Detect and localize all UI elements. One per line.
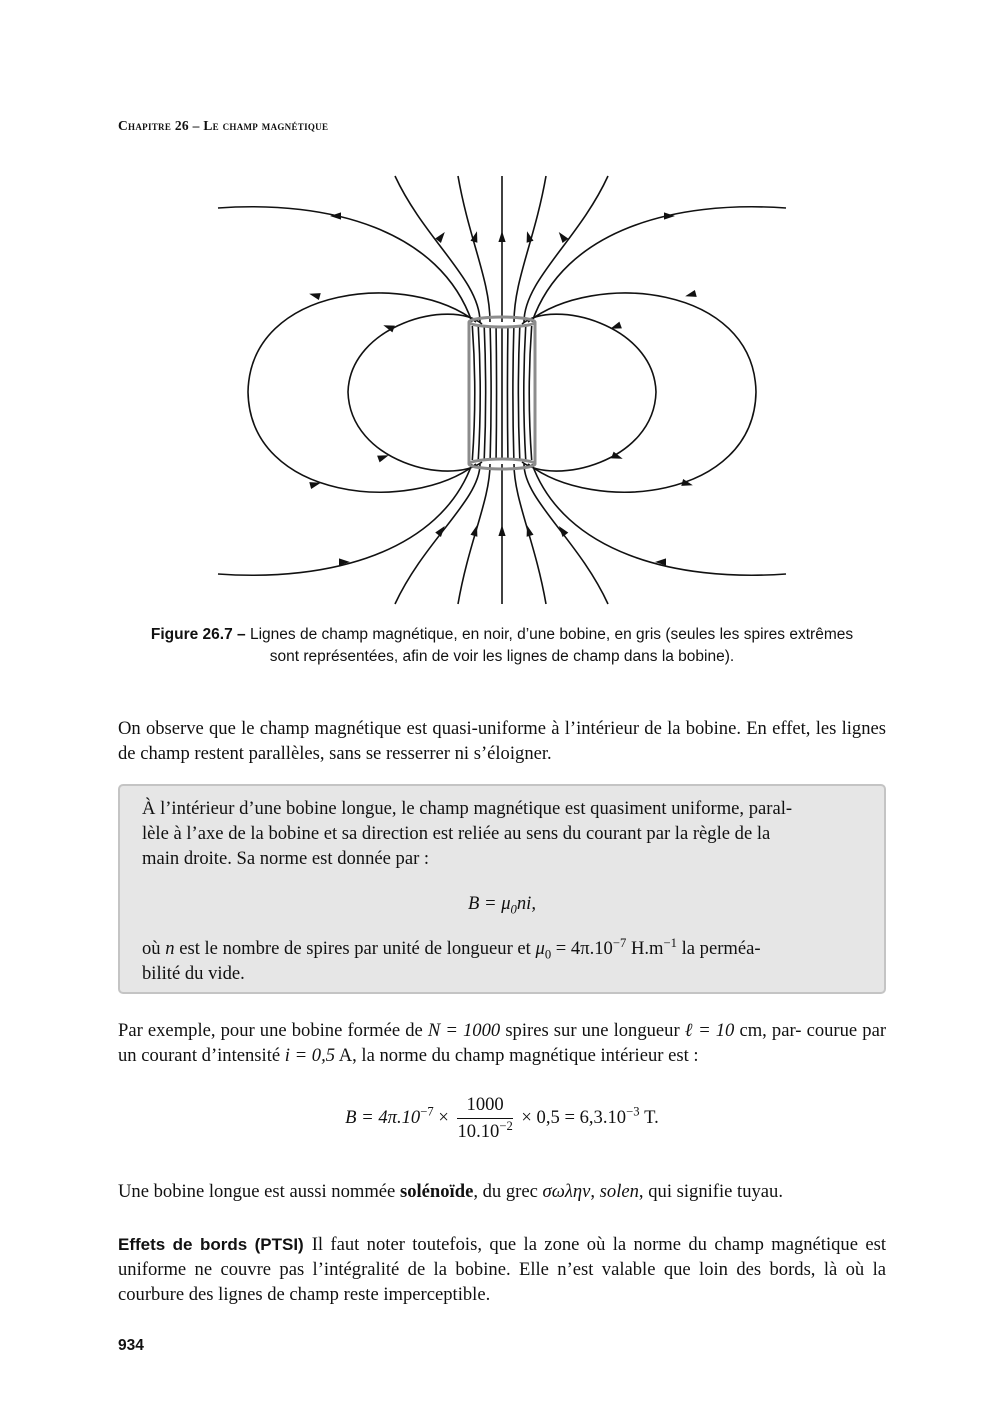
eq-unit: T. <box>644 1106 659 1128</box>
def-mu-sub: 0 <box>544 947 552 962</box>
eq-den-exp: −2 <box>499 1118 513 1133</box>
eq-mid: × 0,5 = 6,3.10 <box>521 1106 627 1128</box>
edge-effects-heading: Effets de bords (PTSI) <box>118 1235 304 1254</box>
p3-b: , du grec <box>473 1181 538 1202</box>
eq-lhs: B = 4π.10 <box>345 1106 421 1128</box>
box-line-1: À l’intérieur d’une bobine longue, le champ magnétique est quasiment uniforme, paral- <box>142 798 793 819</box>
interior-field-line <box>490 326 491 460</box>
solenoid-field-figure <box>210 170 795 610</box>
arrow-outer-right <box>684 290 696 300</box>
def-exp: −7 <box>612 935 627 950</box>
def-n: n <box>165 938 175 959</box>
p2-l: ℓ = 10 <box>684 1020 735 1041</box>
paragraph-edge-effects <box>118 1232 886 1307</box>
def-mu: μ <box>535 938 545 959</box>
page-number: 934 <box>118 1337 144 1354</box>
field-line-top-right-wide <box>532 207 786 322</box>
interior-field-line <box>518 326 520 460</box>
arrow-fan-bottom-4 <box>524 524 534 537</box>
figure-caption <box>150 624 854 668</box>
def-unit: H.m <box>630 938 664 959</box>
interior-field-line <box>496 326 497 460</box>
field-line-fan-top-5 <box>524 176 608 322</box>
eq-numerator: 1000 <box>457 1094 512 1119</box>
p3-greek: σωλην <box>542 1181 591 1202</box>
interior-field-line <box>478 326 480 460</box>
edge-effects-text: Il faut noter toutefois, que la zone où la norme du champ magnétique est uniforme ne couvre pas l’intégralité de la bobine. Elle n’est valable que loin des bords, là où la courbure des lignes de champ reste imperceptible. <box>118 1234 886 1305</box>
eq-exp1: −7 <box>420 1104 434 1119</box>
field-loop-outer-left <box>248 293 476 492</box>
formula-lhs: B = μ <box>468 893 511 914</box>
interior-field-line <box>529 326 532 460</box>
eq-den-base: 10.10 <box>457 1121 500 1142</box>
eq-times: × <box>438 1106 449 1128</box>
field-line-bottom-right-wide <box>532 464 786 575</box>
arrow-wide-top-left <box>330 212 341 219</box>
eq-denominator <box>457 1119 512 1143</box>
field-line-fan-top-1 <box>395 176 480 322</box>
eq-exp2: −3 <box>626 1104 640 1119</box>
arrow-fan-bottom-2 <box>470 524 480 537</box>
arrow-fan-bottom-1 <box>435 524 447 537</box>
running-head: Chapitre 26 – Le champ magnétique <box>118 118 329 133</box>
field-loop-inner-right <box>522 314 656 471</box>
field-loop-outer-right <box>528 293 756 492</box>
interior-field-line <box>484 326 486 460</box>
p2-d: A, la norme du champ magnétique intérieur est : <box>338 1045 699 1066</box>
p2-i: i = 0,5 <box>284 1045 336 1066</box>
p3-bold: solénoïde <box>399 1181 474 1202</box>
field-line-bottom-left-wide <box>218 464 472 575</box>
paragraph-example <box>118 1018 886 1068</box>
def-a: où <box>142 938 161 959</box>
interior-field-line <box>513 326 514 460</box>
figure-label: Figure 26.7 <box>150 626 233 643</box>
box-formula <box>142 891 862 916</box>
p3-a: Une bobine longue est aussi nommée <box>118 1181 396 1202</box>
arrow-fan-top-3 <box>498 231 505 242</box>
box-definition-end: bilité du vide. <box>142 963 245 984</box>
interior-field-line <box>507 326 508 460</box>
p3-italic: solen <box>599 1181 639 1202</box>
p2-a: Par exemple, pour une bobine formée de <box>118 1020 423 1041</box>
figure-caption-text: Lignes de champ magnétique, en noir, d’une bobine, en gris (seules les spires extrêmes sont représentées, afin de voir les lignes de champ dans la bobine). <box>249 626 854 665</box>
paragraph-solenoid <box>118 1179 886 1204</box>
field-line-top-left-wide <box>218 207 472 322</box>
interior-field-line <box>524 326 526 460</box>
formula-sub: 0 <box>510 902 517 917</box>
field-loop-inner-left <box>348 314 482 471</box>
arrow-inner-left-bottom <box>377 452 390 463</box>
def-c: la perméa- <box>681 938 761 959</box>
arrow-outer-left <box>308 290 320 300</box>
p2-cm: cm, par- <box>739 1020 802 1041</box>
p2-c: courue par un courant d’intensité <box>118 1020 887 1066</box>
p2-b: spires sur une longueur <box>505 1020 680 1041</box>
def-unit-exp: −1 <box>663 935 677 950</box>
p3-d: , qui signifie tuyau. <box>638 1181 784 1202</box>
box-definition <box>142 936 862 961</box>
figure-separator: – <box>237 626 246 643</box>
p2-N: N = 1000 <box>427 1020 501 1041</box>
interior-field-line <box>472 326 475 460</box>
numeric-equation <box>118 1094 886 1143</box>
box-line-3: main droite. Sa norme est donnée par : <box>142 848 430 869</box>
definition-box <box>118 784 886 994</box>
arrow-fan-bottom-3 <box>498 525 505 536</box>
paragraph-uniformity: On observe que le champ magnétique est quasi-uniforme à l’intérieur de la bobine. En effet, les lignes de champ restent parallèles, sans se resserrer ni s’éloigner. <box>118 718 886 764</box>
box-line-2: lèle à l’axe de la bobine et sa direction est reliée au sens du courant par la règle de la <box>142 823 771 844</box>
formula-rhs: ni, <box>516 893 536 914</box>
def-b: est le nombre de spires par unité de longueur et <box>179 938 531 959</box>
p3-c: , <box>590 1181 596 1202</box>
field-lines-diagram <box>210 170 795 610</box>
def-eq: = 4π.10 <box>555 938 613 959</box>
eq-fraction <box>457 1094 512 1143</box>
